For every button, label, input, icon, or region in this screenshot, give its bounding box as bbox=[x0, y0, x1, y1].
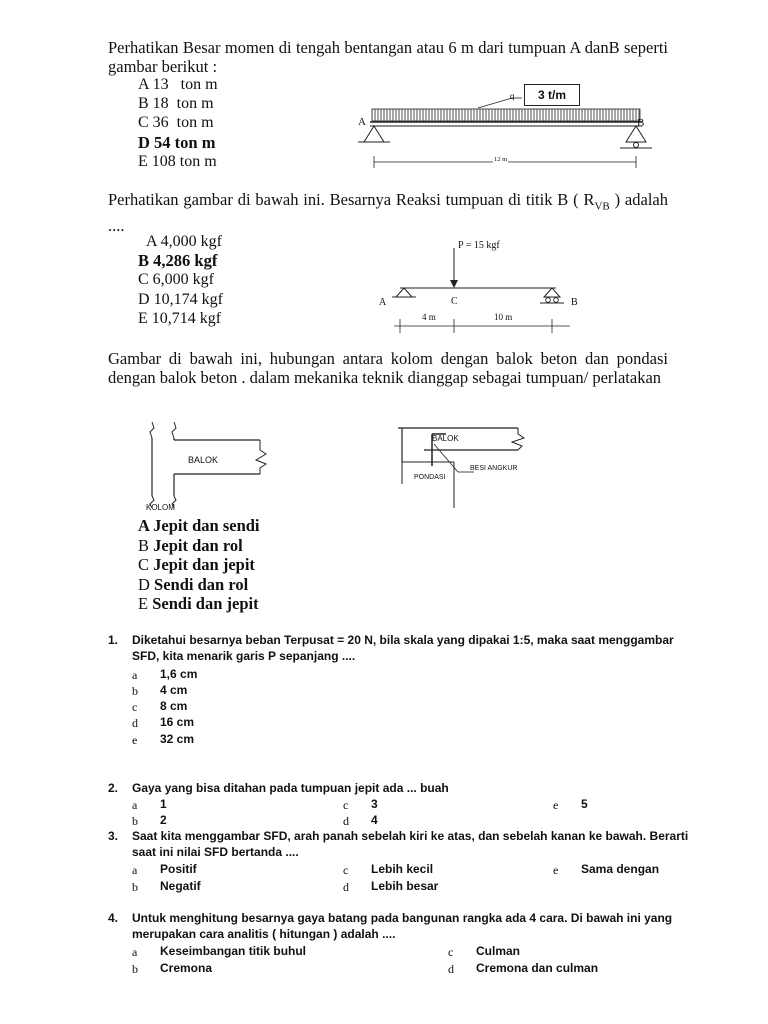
option-value: Cremona bbox=[160, 961, 213, 975]
q2-seg1-label: 4 m bbox=[422, 312, 436, 322]
n4-option-b[interactable] bbox=[132, 960, 213, 978]
option-letter: b bbox=[132, 880, 138, 894]
option-value: Negatif bbox=[160, 879, 201, 893]
option-value: 4 cm bbox=[160, 683, 188, 697]
option-letter: a bbox=[132, 798, 138, 812]
option-letter: d bbox=[343, 880, 349, 894]
q1-span-label: 12 m bbox=[494, 156, 508, 163]
option-value: 1,6 cm bbox=[160, 667, 198, 681]
option-value: Positif bbox=[160, 862, 197, 876]
option-value: 13 ton m bbox=[152, 76, 218, 93]
n1-option-e[interactable] bbox=[132, 731, 195, 749]
option-letter: a bbox=[132, 863, 138, 877]
option-value: Sama dengan bbox=[581, 862, 660, 876]
option-value: 18 ton m bbox=[152, 95, 214, 112]
option-value: Jepit dan jepit bbox=[153, 555, 255, 574]
n3-option-e[interactable] bbox=[553, 861, 660, 879]
q2-seg2-label: 10 m bbox=[494, 312, 513, 322]
option-letter: b bbox=[132, 962, 138, 976]
q2-text-sub: VB bbox=[594, 200, 610, 213]
n2-text: Gaya yang bisa ditahan pada tumpuan jepit ada ... buah bbox=[132, 781, 449, 795]
option-letter: D bbox=[138, 133, 150, 152]
n3-text: Saat kita menggambar SFD, arah panah sebelah kiri ke atas, dan sebelah kanan ke bawah. Berarti saat ini nilai SFD bertanda .... bbox=[132, 829, 689, 859]
option-value: 32 cm bbox=[160, 732, 195, 746]
option-value: Culman bbox=[476, 944, 521, 958]
q3-option-c[interactable] bbox=[138, 555, 255, 575]
n4-option-d[interactable] bbox=[448, 960, 599, 978]
support-b-icon bbox=[544, 288, 560, 297]
option-letter: D bbox=[138, 575, 150, 594]
option-value: 10,714 kgf bbox=[151, 310, 222, 327]
support-a-icon bbox=[364, 126, 384, 142]
option-letter: c bbox=[343, 798, 349, 812]
n3-option-c[interactable] bbox=[343, 861, 434, 879]
q3-foundation-label: PONDASI bbox=[414, 474, 446, 481]
option-value: Lebih kecil bbox=[371, 862, 434, 876]
support-a-icon bbox=[396, 288, 412, 297]
q3-left-column-label: KOLOM bbox=[146, 503, 175, 512]
option-value: 3 bbox=[371, 797, 378, 811]
n2-option-e[interactable] bbox=[553, 796, 588, 814]
option-value: Jepit dan sendi bbox=[153, 516, 260, 535]
q1-support-a-label: A bbox=[358, 116, 366, 128]
option-value: Sendi dan jepit bbox=[152, 594, 259, 613]
n3-option-d[interactable] bbox=[343, 878, 439, 896]
q2-label-c: C bbox=[451, 296, 458, 307]
q3-option-b[interactable] bbox=[138, 536, 243, 556]
option-letter: b bbox=[132, 684, 138, 698]
q3-option-a[interactable] bbox=[138, 516, 260, 536]
option-value: 2 bbox=[160, 813, 167, 827]
n4-option-c[interactable] bbox=[448, 943, 521, 961]
n4-number: 4. bbox=[108, 911, 119, 925]
q1-option-a[interactable] bbox=[138, 75, 218, 95]
option-value: 4,286 kgf bbox=[153, 251, 218, 270]
option-letter: b bbox=[132, 814, 138, 828]
option-value: 8 cm bbox=[160, 699, 188, 713]
q3-anchor-label: BESI ANGKUR bbox=[470, 465, 518, 472]
q2-option-b[interactable] bbox=[138, 251, 217, 271]
n1-number: 1. bbox=[108, 633, 119, 647]
option-value: 4,000 kgf bbox=[160, 233, 222, 250]
option-letter: C bbox=[138, 114, 149, 131]
option-letter: d bbox=[343, 814, 349, 828]
n3-number: 3. bbox=[108, 829, 119, 843]
option-value: 108 ton m bbox=[151, 153, 217, 170]
n4-option-a[interactable] bbox=[132, 943, 307, 961]
option-value: Jepit dan rol bbox=[153, 536, 243, 555]
option-letter: A bbox=[138, 76, 149, 93]
option-value: 6,000 kgf bbox=[152, 271, 214, 288]
q2-label-a: A bbox=[379, 297, 387, 308]
option-letter: E bbox=[138, 153, 148, 170]
option-letter: c bbox=[132, 700, 138, 714]
option-value: 36 ton m bbox=[152, 114, 214, 131]
option-letter: e bbox=[132, 733, 138, 747]
option-letter: E bbox=[138, 594, 149, 613]
q1-load-box: 3 t/m bbox=[524, 84, 580, 106]
option-value: 1 bbox=[160, 797, 167, 811]
n1-option-d[interactable] bbox=[132, 714, 195, 732]
q1-option-c[interactable] bbox=[138, 113, 214, 133]
option-letter: B bbox=[138, 95, 149, 112]
option-value: 4 bbox=[371, 813, 378, 827]
option-letter: C bbox=[138, 555, 150, 574]
q1-q-label: q bbox=[510, 92, 515, 101]
option-value: Keseimbangan titik buhul bbox=[160, 944, 307, 958]
option-letter: B bbox=[138, 536, 150, 555]
n3-option-a[interactable] bbox=[132, 861, 197, 879]
n1-text: Diketahui besarnya beban Terpusat = 20 N, bila skala yang dipakai 1:5, maka saat menggambar SFD, kita menarik garis P sepanjang .... bbox=[132, 633, 674, 663]
distributed-load bbox=[372, 109, 640, 121]
q1-support-b-label: B bbox=[637, 117, 645, 129]
option-value: Cremona dan culman bbox=[476, 961, 599, 975]
q2-text bbox=[108, 190, 668, 235]
q2-beam-svg bbox=[370, 238, 590, 338]
q2-text-post: ) adalah .... bbox=[108, 190, 668, 236]
option-value: 16 cm bbox=[160, 715, 195, 729]
q2-option-a[interactable] bbox=[146, 232, 222, 252]
option-letter: B bbox=[138, 251, 150, 270]
option-letter: A bbox=[138, 516, 150, 535]
q2-label-b: B bbox=[571, 297, 578, 308]
option-value: 5 bbox=[581, 797, 588, 811]
q3-text: Gambar di bawah ini, hubungan antara kolom dengan balok beton dan pondasi dengan balok beton . dalam mekanika teknik dianggap sebagai tumpuan/ perlatakan bbox=[108, 349, 668, 387]
option-letter: D bbox=[138, 291, 150, 308]
q1-option-e[interactable] bbox=[138, 152, 217, 172]
option-letter: a bbox=[132, 945, 138, 959]
n3-option-b[interactable] bbox=[132, 878, 201, 896]
option-letter: a bbox=[132, 668, 138, 682]
q3-option-e[interactable] bbox=[138, 594, 259, 614]
q2-option-c[interactable] bbox=[138, 270, 214, 290]
option-value: Lebih besar bbox=[371, 879, 439, 893]
option-letter: E bbox=[138, 310, 148, 327]
q2-option-d[interactable] bbox=[138, 290, 223, 310]
q2-option-e[interactable] bbox=[138, 309, 221, 329]
option-letter: c bbox=[448, 945, 454, 959]
q1-text: Perhatikan Besar momen di tengah bentangan atau 6 m dari tumpuan A danB seperti gambar berikut : bbox=[108, 38, 668, 76]
option-value: Sendi dan rol bbox=[154, 575, 249, 594]
q2-text-pre: Perhatikan gambar di bawah ini. Besarnya Reaksi tumpuan di titik B ( R bbox=[108, 190, 595, 209]
n2-number: 2. bbox=[108, 781, 119, 795]
option-letter: e bbox=[553, 798, 559, 812]
option-value: 54 ton m bbox=[154, 133, 216, 152]
option-letter: C bbox=[138, 271, 149, 288]
option-value: 10,174 kgf bbox=[153, 291, 223, 308]
option-letter: d bbox=[132, 716, 138, 730]
q3-option-d[interactable] bbox=[138, 575, 248, 595]
q3-left-beam-label: BALOK bbox=[188, 455, 219, 465]
n4-text: Untuk menghitung besarnya gaya batang pada bangunan rangka ada 4 cara. Di bawah ini yang merupakan cara analitis ( hitungan ) adalah .... bbox=[132, 911, 673, 941]
option-letter: d bbox=[448, 962, 454, 976]
q1-option-d[interactable] bbox=[138, 133, 215, 153]
option-letter: e bbox=[553, 863, 559, 877]
q2-load-label: P = 15 kgf bbox=[458, 240, 500, 251]
q3-right-beam-label: BALOK bbox=[432, 434, 459, 443]
q2-beam-figure bbox=[370, 238, 590, 338]
option-letter: A bbox=[146, 233, 157, 250]
q1-option-b[interactable] bbox=[138, 94, 214, 114]
option-letter: c bbox=[343, 863, 349, 877]
